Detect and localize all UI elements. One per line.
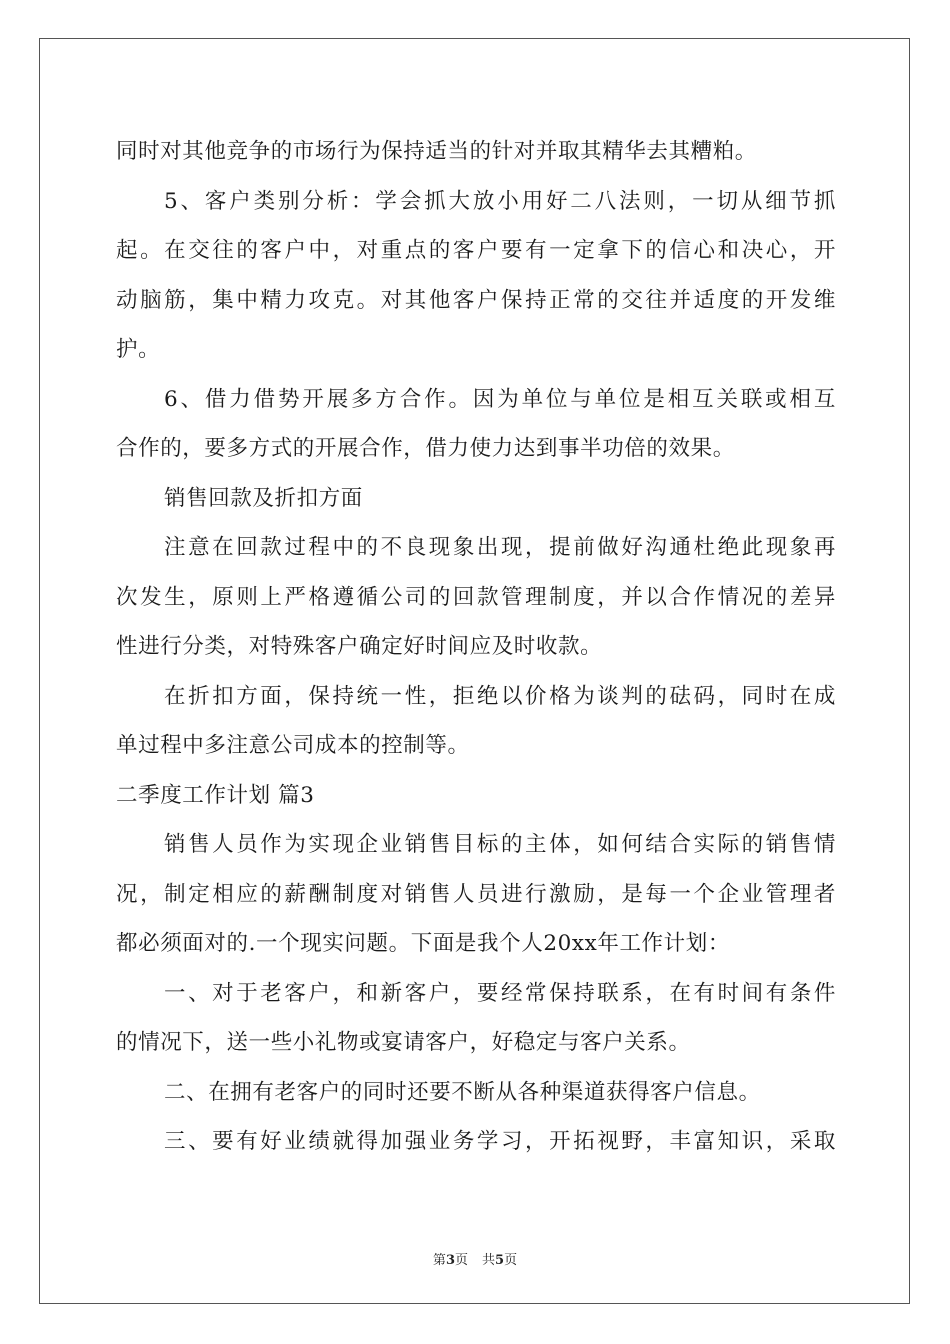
text-line: 起。在交往的客户中，对重点的客户要有一定拿下的信心和决心，开: [116, 238, 836, 263]
footer-page-total: 5: [495, 1253, 505, 1268]
text-line: 的情况下，送一些小礼物或宴请客户，好稳定与客户关系。: [116, 1030, 691, 1055]
footer-total-suffix: 页: [504, 1253, 518, 1268]
footer-total-prefix: 共: [482, 1253, 496, 1268]
text-line: 一、对于老客户，和新客户，要经常保持联系，在有时间有条件: [164, 980, 836, 1006]
text-line: 二季度工作计划 篇3: [116, 782, 315, 808]
text-line: 单过程中多注意公司成本的控制等。: [116, 733, 470, 758]
text-line: 动脑筋，集中精力攻克。对其他客户保持正常的交往并适度的开发维: [116, 287, 836, 313]
text-line: 6、借力借势开展多方合作。因为单位与单位是相互关联或相互: [164, 386, 836, 412]
text-line: 况，制定相应的薪酬制度对销售人员进行激励，是每一个企业管理者: [116, 881, 836, 907]
text-line: 销售回款及折扣方面: [164, 485, 363, 511]
footer-page-suffix: 页: [454, 1253, 468, 1268]
text-line: 在折扣方面，保持统一性，拒绝以价格为谈判的砝码，同时在成: [164, 683, 836, 709]
text-line: 注意在回款过程中的不良现象出现，提前做好沟通杜绝此现象再: [164, 535, 836, 560]
text-line: 都必须面对的.一个现实问题。下面是我个人20xx年工作计划：: [116, 931, 730, 956]
text-line: 同时对其他竞争的市场行为保持适当的针对并取其精华去其糟粕。: [116, 139, 757, 164]
text-line: 护。: [116, 337, 161, 362]
text-line: 性进行分类，对特殊客户确定好时间应及时收款。: [116, 634, 603, 659]
page-footer: [0, 1249, 950, 1268]
text-line: 次发生，原则上严格遵循公司的回款管理制度，并以合作情况的差异: [116, 584, 836, 610]
text-line: 合作的，要多方式的开展合作，借力使力达到事半功倍的效果。: [116, 436, 735, 461]
footer-page-prefix: 第: [432, 1253, 446, 1268]
document-body: [116, 127, 836, 1167]
text-line: 销售人员作为实现企业销售目标的主体，如何结合实际的销售情: [164, 832, 836, 857]
footer-page-current: 3: [445, 1253, 455, 1268]
text-line: 二、在拥有老客户的同时还要不断从各种渠道获得客户信息。: [164, 1079, 761, 1105]
text-line: 三、要有好业绩就得加强业务学习，开拓视野，丰富知识，采取: [164, 1129, 836, 1154]
text-line: 5、客户类别分析：学会抓大放小用好二八法则，一切从细节抓: [164, 188, 836, 214]
